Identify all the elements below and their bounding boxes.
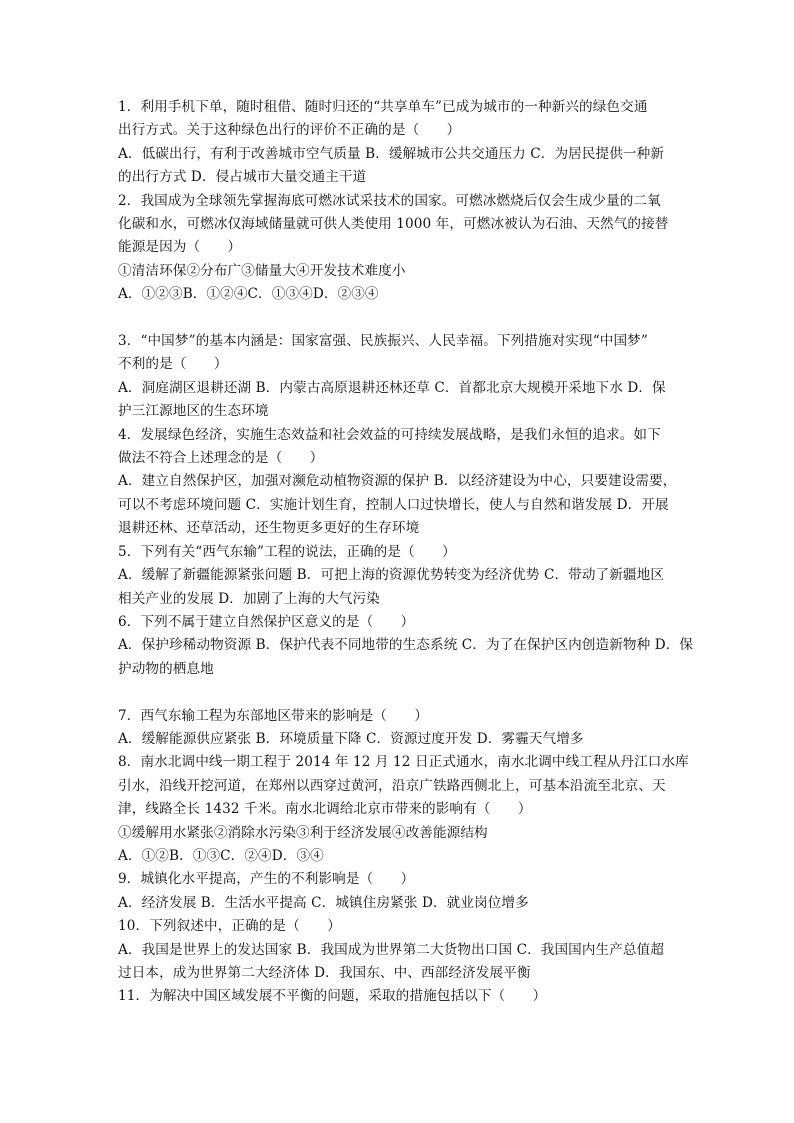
text-line: 出行方式。关于这种绿色出行的评价不正确的是（ ）: [118, 122, 461, 139]
text-line: 的出行方式 D．侵占城市大量交通主干道: [118, 169, 367, 186]
text-line: 护三江源地区的生态环境: [118, 403, 269, 420]
question-text: [118, 96, 694, 1009]
text-line: 津，线路全长 1432 千米。南水北调给北京市带来的影响有（ ）: [118, 801, 532, 818]
blank-line: [118, 681, 676, 704]
text-line: 引水，沿线开挖河道，在郑州以西穿过黄河，沿京广铁路西侧北上，可基本沿流至北京、天: [118, 777, 666, 794]
text-line: A．低碳出行，有利于改善城市空气质量 B．缓解城市公共交通压力 C．为居民提供一种新: [118, 145, 665, 162]
text-line: 7．西气东输工程为东部地区带来的影响是（ ）: [118, 707, 429, 724]
text-line: A．我国是世界上的发达国家 B．我国成为世界第二大货物出口国 C．我国国内生产总值超: [118, 941, 665, 958]
text-line: 6．下列不属于建立自然保护区意义的是（ ）: [118, 613, 415, 630]
text-line: ①缓解用水紧张②消除水污染③利于经济发展④改善能源结构: [118, 824, 488, 841]
text-line: 护动物的栖息地: [118, 660, 214, 677]
text-line: 4．发展绿色经济，实施生态效益和社会效益的可持续发展战略，是我们永恒的追求。如下: [118, 426, 661, 443]
text-line: A．缓解能源供应紧张 B．环境质量下降 C．资源过度开发 D．雾霾天气增多: [118, 730, 584, 747]
text-line: 相关产业的发展 D．加剧了上海的大气污染: [118, 590, 380, 607]
text-line: ①清洁环保②分布广③储量大④开发技术难度小: [118, 262, 406, 279]
text-line: 能源是因为（ ）: [118, 239, 242, 256]
text-line: A．保护珍稀动物资源 B．保护代表不同地带的生态系统 C．为了在保护区内创造新物种 D．保: [118, 637, 694, 654]
text-line: 8．南水北调中线一期工程于 2014 年 12 月 12 日正式通水，南水北调中线工程从丹江口水库: [118, 754, 689, 771]
text-line: 11．为解决中国区域发展不平衡的问题，采取的措施包括以下（ ）: [118, 988, 547, 1005]
text-line: 1．利用手机下单，随时租借、随时归还的“共享单车”已成为城市的一种新兴的绿色交通: [118, 99, 648, 115]
text-line: 3．“中国梦”的基本内涵是：国家富强、民族振兴、人民幸福。下列措施对实现“中国梦”: [118, 333, 648, 350]
text-line: 不利的是（ ）: [118, 356, 228, 373]
text-line: 可以不考虑环境问题 C．实施计划生育，控制人口过快增长，使人与自然和谐发展 D．开展: [118, 496, 669, 513]
text-line: 2．我国成为全球领先掌握海底可燃冰试采技术的国家。可燃冰燃烧后仅会生成少量的二氧: [118, 192, 661, 209]
text-line: 做法不符合上述理念的是（ ）: [118, 450, 324, 467]
text-line: 10．下列叙述中，正确的是（ ）: [118, 918, 341, 935]
text-line: 5．下列有关“西气东输”工程的说法，正确的是（ ）: [118, 543, 456, 560]
text-line: A．①②B．①③C．②④D．③④: [118, 847, 324, 864]
text-line: 9．城镇化水平提高，产生的不利影响是（ ）: [118, 871, 415, 888]
text-line: A．经济发展 B．生活水平提高 C．城镇住房紧张 D．就业岗位增多: [118, 894, 529, 911]
text-line: A．建立自然保护区，加强对濒危动植物资源的保护 B．以经济建设为中心，只要建设需要，: [118, 473, 677, 490]
text-line: 过日本，成为世界第二大经济体 D．我国东、中、西部经济发展平衡: [118, 965, 531, 981]
blank-line: [118, 307, 676, 330]
text-line: 化碳和水，可燃冰仅海域储量就可供人类使用 1000 年，可燃冰被认为石油、天然气的接替: [118, 216, 669, 233]
text-line: A．①②③B．①②④C．①③④D．②③④: [118, 286, 379, 303]
text-line: A．缓解了新疆能源紧张问题 B．可把上海的资源优势转变为经济优势 C．带动了新疆地区: [118, 567, 665, 584]
text-line: A．洞庭湖区退耕还湖 B．内蒙古高原退耕还林还草 C．首都北京大规模开采地下水 D．保: [118, 379, 666, 396]
text-line: 退耕还林、还草活动，还生物更多更好的生存环境: [118, 520, 420, 537]
